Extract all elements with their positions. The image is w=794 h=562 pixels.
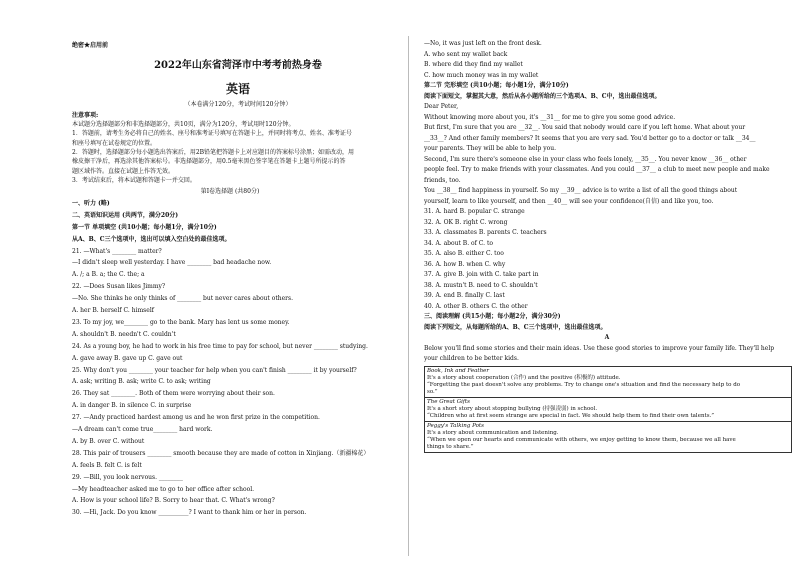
question-line: 36. A. how B. when C. why [424, 260, 506, 268]
question-line: 27. —Andy practiced hardest among us and he won first prize in the competition. [72, 414, 320, 422]
question-line: Without knowing more about you, it's __31__ for me to give you some good advice. [424, 113, 676, 121]
question-line: 一、听力 (略) [72, 199, 110, 207]
question-line: 第二节 完形填空 (共10小题；每小题1分，满分10分) [424, 82, 569, 89]
column-divider [408, 36, 409, 556]
question-line: A. gave away B. gave up C. gave out [72, 354, 183, 362]
question-line: 21. —What's ________ matter? [72, 247, 162, 255]
question-line: 28. This pair of trousers ________ smooth because they are made of cotton in Xinjiang.（新疆棉花） [72, 449, 370, 457]
question-line: 37. A. give B. join with C. take part in [424, 271, 539, 278]
question-line: Second, I'm sure there's someone else in your class who feels lonely, __35__. You never know __36__ other [424, 155, 747, 163]
question-line: B. where did they find my wallet [424, 61, 523, 68]
notes-heading: 注意事项: [72, 112, 99, 119]
question-line: —My headteacher asked me to go to her office after school. [72, 485, 255, 493]
notes-item: 题区域作答。直接在试题上作答无效。 [72, 167, 175, 175]
story-summary: It's a short story about stopping bullying (持强凌弱) in school. [427, 406, 598, 412]
exam-title: 2022年山东省菏泽市中考考前热身卷 [154, 60, 322, 71]
question-line: yourself, learn to like yourself, and then __40__ will see your confidence(自信) and like you, too. [424, 197, 714, 205]
story-summary: It's a story about communication and listening. [427, 430, 559, 436]
question-line: your children to be better kids. [424, 355, 519, 362]
question-line: 第Ⅰ卷选择题 (共80分) [200, 188, 260, 195]
question-line: 29. —Bill, you look nervous. ________ [72, 473, 183, 481]
notes-item: 1．答题前，请考生务必将自己的姓名、座号和准考证号填写在答题卡上，并同时将考点、姓名、准考证号 [72, 130, 352, 138]
question-line: 阅读下列短文，从每题所给的A、B、C三个选项中，选出最佳选项。 [424, 323, 607, 331]
question-line: 33. A. classmates B. parents C. teachers [424, 229, 547, 236]
story-quote: so.” [427, 389, 438, 395]
question-line: 26. They sat ________. Both of them were worrying about their son. [72, 390, 275, 398]
story-quote: “Children who at first seem strange are special in fact. We should help them to find their own talents.” [427, 413, 715, 419]
confidential-tag: 绝密★启用前 [72, 42, 109, 49]
notes-item: 3．考试结束后，将本试题和答题卡一并交回。 [72, 176, 196, 184]
story-title: The Great Gifts [427, 399, 470, 405]
story-entry [425, 398, 791, 422]
story-entry [425, 367, 791, 398]
notes-item: 2．答题时，选择题部分每小题选出答案后，用2B铅笔把答题卡上对应题目的答案标号涂黑；如需改动，用 [72, 148, 355, 156]
question-line: Dear Peter, [424, 103, 459, 110]
question-line: friends, too. [424, 176, 461, 184]
story-title: Peggy's Talking Pots [427, 423, 484, 429]
question-line: 35. A. also B. either C. too [424, 250, 504, 257]
question-line: 23. To my joy, we________ go to the bank. Mary has lent us some money. [72, 318, 290, 326]
question-line: 24. As a young boy, he had to work in his free time to pay for school, but never ________ studying. [72, 342, 368, 350]
question-line: 二、英语知识运用 (共两节，满分20分) [72, 211, 179, 219]
story-table [424, 366, 792, 453]
notes-item: 本试题分选择题部分和非选择题部分，共10页，满分为120分，考试用时120分钟。 [72, 121, 295, 128]
story-quote: “When we open our hearts and communicate with others, we enjoy getting to know them, because we all have [427, 437, 736, 443]
question-line: C. how much money was in my wallet [424, 71, 539, 79]
question-line: your parents. They will be able to help you. [424, 145, 557, 152]
question-line: 30. —Hi, Jack. Do you know __________? I want to thank him or her in person. [72, 509, 307, 517]
question-line: 从A、B、C三个选项中，选出可以填入空白处的最佳选项。 [72, 235, 231, 243]
question-line: 34. A. about B. of C. to [424, 239, 493, 247]
question-line: 38. A. mustn't B. need to C. shouldn't [424, 281, 538, 289]
question-line: Below you'll find some stories and their main ideas. Use these good stories to improve your family life. They'll help [424, 344, 775, 352]
question-line: A. her B. herself C. himself [72, 307, 154, 314]
question-line: 三、阅读理解 (共15小题；每小题2分，满分30分) [424, 313, 561, 320]
question-line: A. shouldn't B. needn't C. couldn't [72, 330, 176, 338]
question-line: A [604, 334, 610, 341]
question-line: A. by B. over C. without [72, 437, 145, 445]
story-quote: things to share.” [427, 444, 474, 450]
question-line: —A dream can't come true________ hard work. [72, 426, 213, 433]
question-line: You __38__ find happiness in yourself. So my __39__ advice is to write a list of all the good things about [424, 187, 738, 194]
question-line: —No, it was just left on the front desk. [424, 40, 542, 47]
story-quote: “Forgetting the past doesn't solve any problems. Try to change one's situation and find the necessary help to do [427, 382, 741, 388]
story-summary: It's a story about cooperation (合作) and the positive (积极的) attitude. [427, 375, 621, 381]
question-line: A. who sent my wallet back [424, 50, 508, 58]
question-line: 31. A. hard B. popular C. strange [424, 208, 525, 215]
question-line: A. /; a B. a; the C. the; a [72, 271, 145, 279]
question-line: people feel. Try to make friends with your classmates. And you could __37__ a club to meet new people and make [424, 166, 770, 173]
question-line: A. ask; writing B. ask; write C. to ask; writing [72, 378, 211, 386]
question-line: 40. A. other B. others C. the other [424, 302, 528, 310]
question-line: __33__? And other family members? It seems that you are very sad. You'd better go to a doctor or talk __34__ [424, 134, 756, 142]
question-line: A. How is your school life? B. Sorry to hear that. C. What's wrong? [72, 497, 275, 505]
score-note: （本卷满分120分，考试时间120分钟） [184, 101, 292, 108]
notes-item: 橡皮擦干净后，再选涂其他答案标号。非选择题部分，用0.5毫米黑色签字笔在答题卡上题号所提示的答 [72, 158, 346, 166]
question-line: 第一节 单项填空 (共10小题；每小题1分，满分10分) [72, 223, 217, 231]
story-entry [425, 422, 791, 452]
question-line: A. feels B. felt C. is felt [72, 461, 142, 469]
notes-item: 和座号填写在试卷规定的位置。 [72, 139, 157, 147]
question-line: —I didn't sleep well yesterday. I have ________ bad headache now. [72, 259, 272, 267]
question-line: 25. Why don't you ________ your teacher for help when you can't finish ________ it by yourself? [72, 366, 357, 374]
question-line: A. in danger B. in silence C. in surprise [72, 402, 192, 410]
story-title: Book, Ink and Feather [427, 368, 490, 374]
question-line: 32. A. OK B. right C. wrong [424, 218, 508, 226]
question-line: 39. A. end B. finally C. last [424, 292, 505, 299]
question-line: —No. She thinks he only thinks of ________ but never cares about others. [72, 295, 294, 303]
question-line: But first, I'm sure that you are __32__. You said that nobody would care if you left home. What about your [424, 124, 746, 131]
subject-title: 英语 [225, 82, 250, 96]
question-line: 22. —Does Susan likes Jimmy? [72, 283, 166, 291]
question-line: 阅读下面短文，掌握其大意，然后从各小题所给的三个选项A、B、C中，选出最佳选项。 [424, 92, 661, 100]
